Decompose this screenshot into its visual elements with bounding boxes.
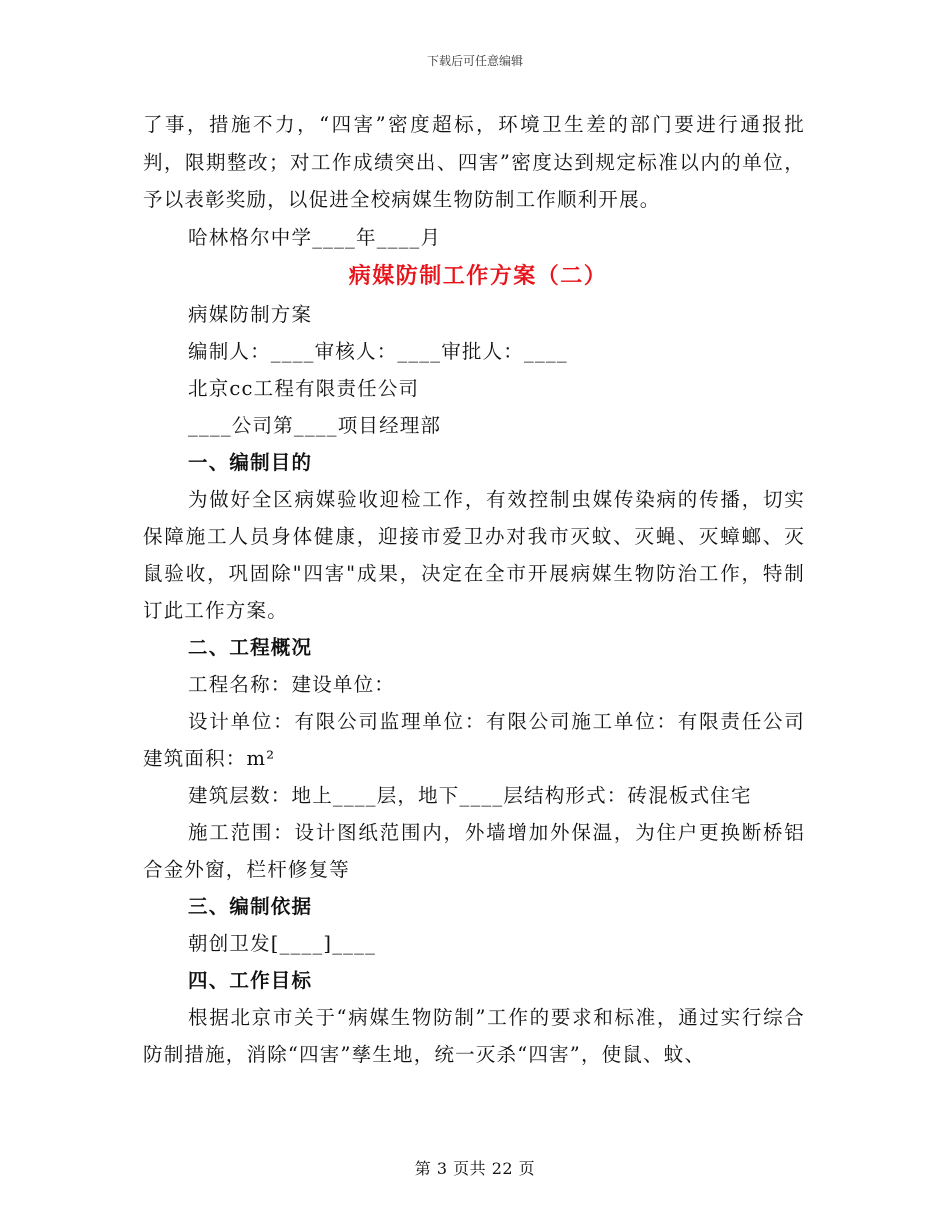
intro-paragraph: 了事，措施不力，“四害”密度超标，环境卫生差的部门要进行通报批判，限期整改；对工作成绩突出、四害”密度达到规定标准以内的单位，予以表彰奖励，以促进全校病媒生物防制工作顺利开展。 [143, 113, 805, 211]
purpose-paragraph: 为做好全区病媒验收迎检工作，有效控制虫媒传染病的传播，切实保障施工人员身体健康，迎接市爱卫办对我市灭蚊、灭蝇、灭蟑螂、灭鼠验收，巩固除"四害"成果，决定在全市开展病媒生物防治工作，特制订此工作方案。 [143, 487, 805, 622]
department-line: ____公司第____项目经理部 [188, 413, 442, 437]
document-title: 病媒防制工作方案（二） [348, 262, 608, 289]
document-body [143, 106, 805, 1073]
section-heading-purpose: 一、编制目的 [188, 450, 313, 474]
page-number: 第 3 页共 22 页 [414, 1159, 536, 1178]
signature-line: 哈林格尔中学____年____月 [188, 225, 442, 249]
section-heading-overview: 二、工程概况 [188, 635, 313, 659]
page-header: 下载后可任意编辑 [426, 54, 523, 68]
project-name-line: 工程名称：建设单位： [188, 672, 396, 696]
section-heading-goal: 四、工作目标 [188, 968, 313, 992]
design-unit-paragraph: 设计单位：有限公司监理单位：有限公司施工单位：有限责任公司建筑面积：m² [143, 709, 805, 770]
floors-line: 建筑层数：地上____层，地下____层结构形式：砖混板式住宅 [188, 783, 752, 807]
subtitle-line: 病媒防制方案 [188, 302, 313, 326]
section-heading-basis: 三、编制依据 [188, 894, 313, 918]
scope-paragraph: 施工范围：设计图纸范围内，外墙增加外保温，为住户更换断桥铝合金外窗，栏杆修复等 [143, 820, 805, 881]
company-line: 北京cc工程有限责任公司 [188, 376, 420, 400]
basis-line: 朝创卫发[____]____ [188, 931, 377, 955]
goal-paragraph: 根据北京市关于“病媒生物防制”工作的要求和标准，通过实行综合防制措施，消除“四害”孳生地，统一灭杀“四害”，使鼠、蚊、 [143, 1005, 805, 1066]
editors-line: 编制人：____审核人：____审批人：____ [188, 339, 568, 363]
